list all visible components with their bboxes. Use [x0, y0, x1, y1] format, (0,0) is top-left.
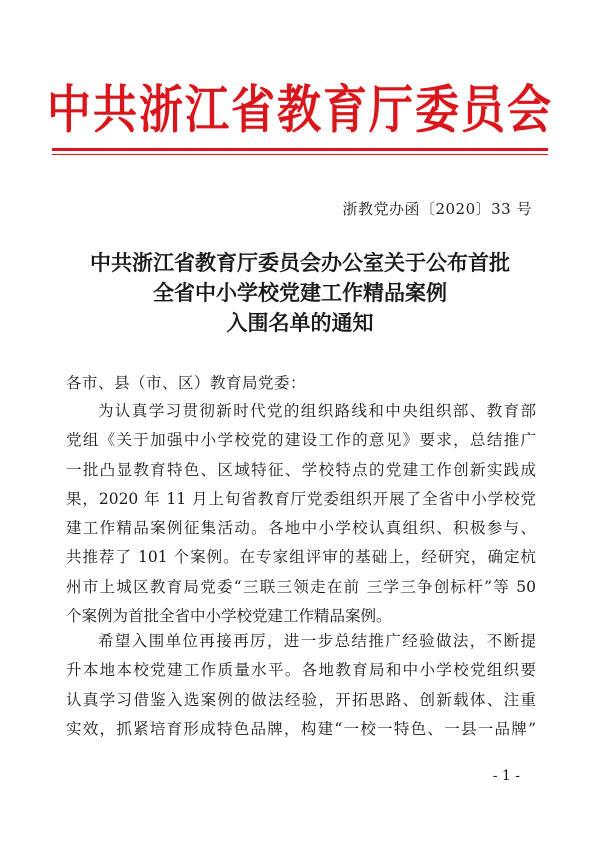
title-line-2: 全省中小学校党建工作精品案例: [153, 280, 447, 305]
masthead-title: 中共浙江省教育厅委员会: [47, 80, 553, 141]
paragraph-1-line: 果，2020 年 11 月上旬省教育厅党委组织开展了全省中小学校党: [66, 489, 536, 508]
document-number: 浙教党办函〔2020〕33 号: [342, 200, 532, 218]
paragraph-2-line: 希望入围单位再接再厉，进一步总结推广经验做法，不断提: [98, 632, 536, 650]
paragraph-1-line: 共推荐了 101 个案例。在专家组评审的基础上，经研究，确定杭: [66, 548, 536, 567]
page-number: - 1 -: [492, 768, 520, 784]
title-line-3: 入围名单的通知: [226, 310, 374, 335]
title-line-1: 中共浙江省教育厅委员会办公室关于公布首批: [90, 250, 510, 275]
body-paragraph-2: [66, 627, 536, 744]
body-paragraph-1: [66, 397, 536, 631]
paragraph-1-line: 党组《关于加强中小学校党的建设工作的意见》要求，总结推广: [66, 431, 536, 450]
masthead-rule-thick: [52, 148, 548, 151]
paragraph-2-line: 升本地本校党建工作质量水平。各地教育局和中小学校党组织要: [66, 661, 536, 680]
salutation: 各市、县（市、区）教育局党委：: [66, 374, 307, 392]
paragraph-1-line: 州市上城区教育局党委“三联三领走在前 三学三争创标杆”等 50: [66, 577, 536, 596]
paragraph-2-line: 实效，抓紧培育形成特色品牌，构建“一校一特色、一县一品牌”: [66, 719, 536, 738]
document-title: [40, 248, 560, 338]
paragraph-1-line: 建工作精品案例征集活动。各地中小学校认真组织、积极参与、: [66, 519, 536, 538]
paragraph-1-line: 一批凸显教育特色、区域特征、学校特点的党建工作创新实践成: [66, 460, 536, 479]
paragraph-2-line: 认真学习借鉴入选案例的做法经验，开拓思路、创新载体、注重: [66, 690, 536, 709]
masthead-rule-thin: [52, 154, 548, 155]
paragraph-1-line: 个案例为首批全省中小学校党建工作精品案例。: [66, 607, 392, 626]
paragraph-1-line: 为认真学习贯彻新时代党的组织路线和中央组织部、教育部: [98, 402, 536, 420]
